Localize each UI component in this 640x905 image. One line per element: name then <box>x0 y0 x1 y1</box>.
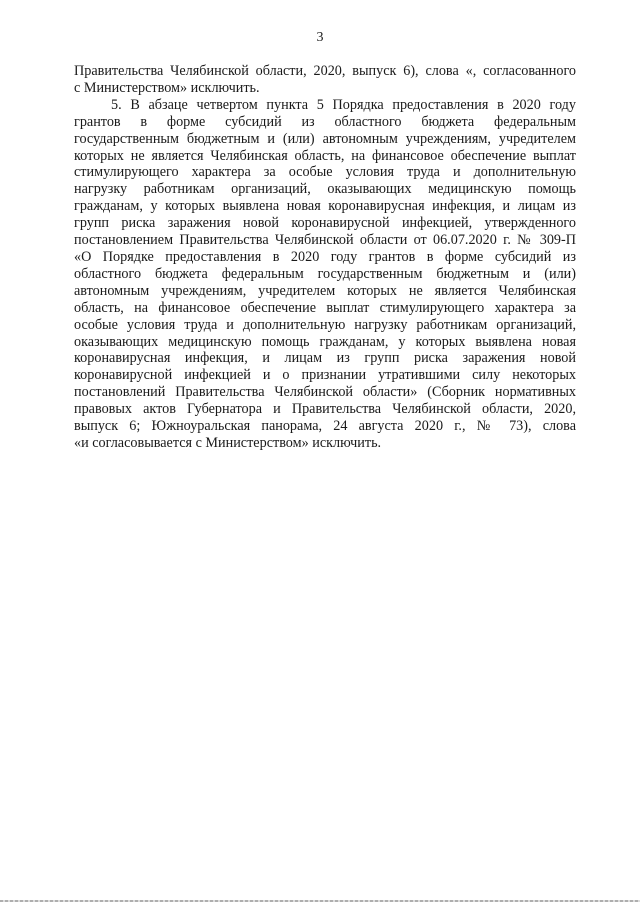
text-line: грантов в форме субсидий из областного бюджета федеральным <box>74 113 576 130</box>
text-line: «О Порядке предоставления в 2020 году грантов в форме субсидий из <box>74 248 576 265</box>
text-line: областного бюджета федеральным государственным бюджетным и (или) <box>74 265 576 282</box>
document-body <box>74 63 576 452</box>
text-line: «и согласовывается с Министерством» исключить. <box>74 434 382 451</box>
paragraph-item-5 <box>74 97 576 452</box>
text-line: выпуск 6; Южноуральская панорама, 24 августа 2020 г., № 73), слова <box>74 418 576 435</box>
paragraph-continuation <box>74 63 576 97</box>
text-line: оказывающих медицинскую помощь гражданам, у которых выявлена новая <box>74 333 576 350</box>
text-line: постановлений Правительства Челябинской области» (Сборник нормативных <box>74 384 576 401</box>
scan-edge-artifact <box>0 900 640 902</box>
text-line: стимулирующего характера за особые условия труда и дополнительную <box>74 164 576 181</box>
text-line: гражданам, у которых выявлена новая коронавирусная инфекция, и лицам из <box>74 198 576 215</box>
text-line: коронавирусной инфекцией и о признании утратившими силу некоторых <box>74 367 576 384</box>
text-line: правовых актов Губернатора и Правительства Челябинской области, 2020, <box>74 401 576 418</box>
text-line: нагрузку работникам организаций, оказывающих медицинскую помощь <box>74 181 576 198</box>
text-line: постановлением Правительства Челябинской области от 06.07.2020 г. № 309-П <box>74 232 576 249</box>
text-line: с Министерством» исключить. <box>74 79 260 96</box>
text-line: 5. В абзаце четвертом пункта 5 Порядка предоставления в 2020 году <box>111 96 576 113</box>
text-line: государственным бюджетным и (или) автономным учреждениям, учредителем <box>74 130 576 147</box>
text-line: особые условия труда и дополнительную нагрузку работникам организаций, <box>74 316 576 333</box>
text-line: область, на финансовое обеспечение выплат стимулирующего характера за <box>74 299 576 316</box>
text-line: групп риска заражения новой коронавирусной инфекцией, утвержденного <box>74 215 576 232</box>
page-number: 3 <box>316 30 324 45</box>
text-line: коронавирусная инфекция, и лицам из групп риска заражения новой <box>74 350 576 367</box>
text-line: автономным учреждениям, учредителем которых не является Челябинская <box>74 282 576 299</box>
text-line: которых не является Челябинская область, на финансовое обеспечение выплат <box>74 147 576 164</box>
text-line: Правительства Челябинской области, 2020, выпуск 6), слова «, согласованного <box>74 63 576 79</box>
